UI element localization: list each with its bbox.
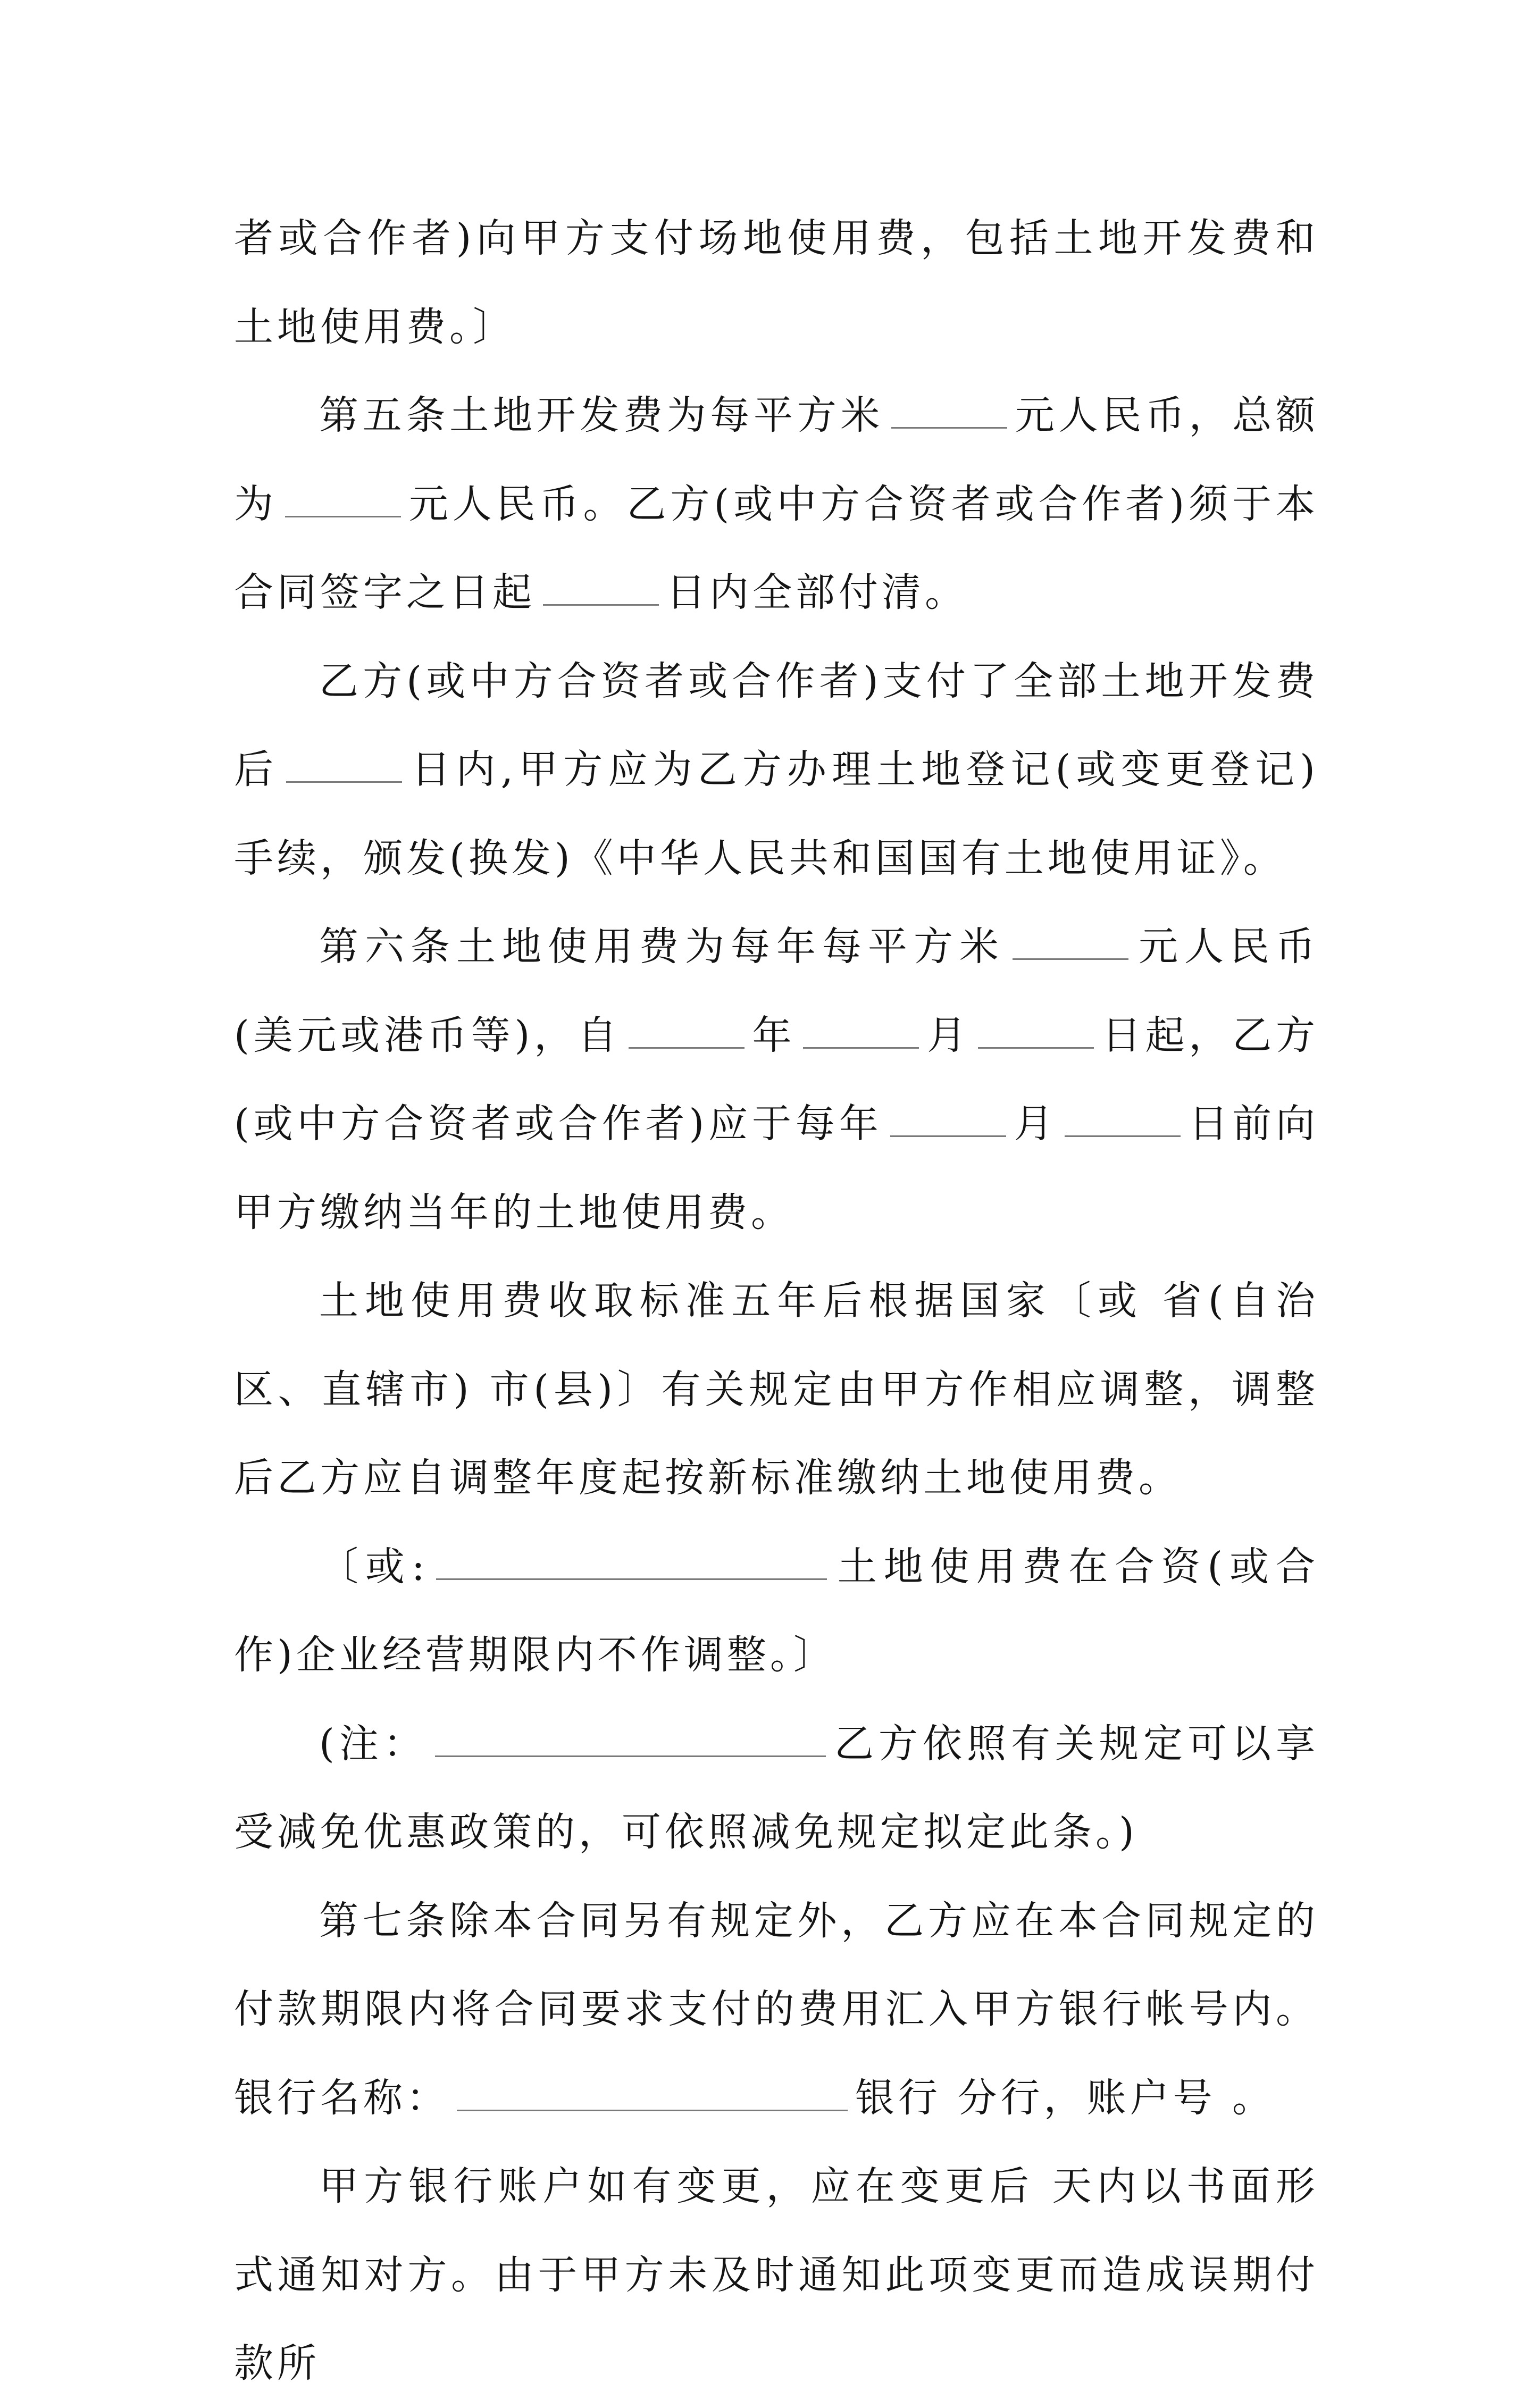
contract-paragraph: [234, 1877, 1319, 2143]
fill-in-blank: [435, 1726, 826, 1757]
fill-in-blank: [436, 1549, 827, 1580]
fill-in-blank: [457, 2080, 848, 2111]
paragraph-text: (注：: [319, 1720, 428, 1767]
paragraph-text: 〔或:: [319, 1543, 429, 1590]
contract-paragraph: [234, 1257, 1319, 1523]
contract-paragraph: [234, 1700, 1319, 1877]
contract-paragraph: [234, 1523, 1319, 1700]
contract-body: [234, 194, 1319, 2408]
paragraph-text: 者或合作者)向甲方支付场地使用费，包括土地开发费和土地使用费。〕: [234, 215, 1319, 350]
fill-in-blank: [286, 752, 402, 783]
fill-in-blank: [803, 1017, 919, 1049]
fill-in-blank: [543, 575, 659, 606]
fill-in-blank: [1013, 929, 1128, 960]
fill-in-blank: [891, 398, 1007, 429]
paragraph-text: 甲方银行账户如有变更，应在变更后 天内以书面形式通知对方。由于甲方未及时通知此项变更而造成误期付款所: [234, 2163, 1319, 2386]
fill-in-blank: [978, 1017, 1094, 1049]
paragraph-text: 日内全部付清。: [666, 570, 968, 615]
paragraph-text: 土地使用费在合资(或合作)企业经营期限内不作调整。〕: [234, 1543, 1319, 1678]
paragraph-text: 第五条土地开发费为每平方米: [319, 392, 884, 438]
paragraph-text: 元人民币，总额为: [234, 392, 1319, 527]
paragraph-text: 银行 分行，账户号 。: [855, 2075, 1276, 2121]
fill-in-blank: [890, 1106, 1006, 1138]
paragraph-text: 第七条除本合同另有规定外，乙方应在本合同规定的付款期限内将合同要求支付的费用汇入甲方银行帐号内。银行名称：: [234, 1897, 1319, 2121]
paragraph-text: 年: [751, 1012, 796, 1058]
paragraph-text: 土地使用费收取标准五年后根据国家〔或 省(自治区、直辖市) 市(县)〕有关规定由甲方作相应调整，调整后乙方应自调整年度起按新标准缴纳土地使用费。: [234, 1278, 1319, 1501]
paragraph-text: 元人民币。乙方(或中方合资者或合作者)须于本合同签字之日起: [234, 481, 1319, 615]
fill-in-blank: [1065, 1106, 1181, 1138]
contract-paragraph: [234, 637, 1319, 903]
paragraph-text: 元人民币(美元或港币等)，自: [234, 924, 1319, 1058]
paragraph-text: 乙方(或中方合资者或合作者)支付了全部土地开发费后: [234, 658, 1319, 792]
paragraph-text: 日起，乙方(或中方合资者或合作者)应于每年: [234, 1012, 1319, 1147]
paragraph-text: 日内,甲方应为乙方办理土地登记(或变更登记)手续，颁发(换发)《中华人民共和国国有土地使用证》。: [234, 747, 1319, 881]
paragraph-text: 月: [1013, 1101, 1058, 1147]
paragraph-text: 月: [926, 1012, 971, 1058]
contract-paragraph: [234, 194, 1319, 371]
fill-in-blank: [629, 1017, 745, 1049]
contract-paragraph: [234, 902, 1319, 1257]
paragraph-text: 第六条土地使用费为每年每平方米: [319, 924, 1005, 969]
paragraph-text: 日前向甲方缴纳当年的土地使用费。: [234, 1101, 1319, 1235]
contract-paragraph: [234, 2142, 1319, 2408]
contract-paragraph: [234, 371, 1319, 637]
paragraph-text: 乙方依照有关规定可以享受减免优惠政策的，可依照减免规定拟定此条。): [234, 1720, 1319, 1855]
fill-in-blank: [285, 486, 401, 517]
